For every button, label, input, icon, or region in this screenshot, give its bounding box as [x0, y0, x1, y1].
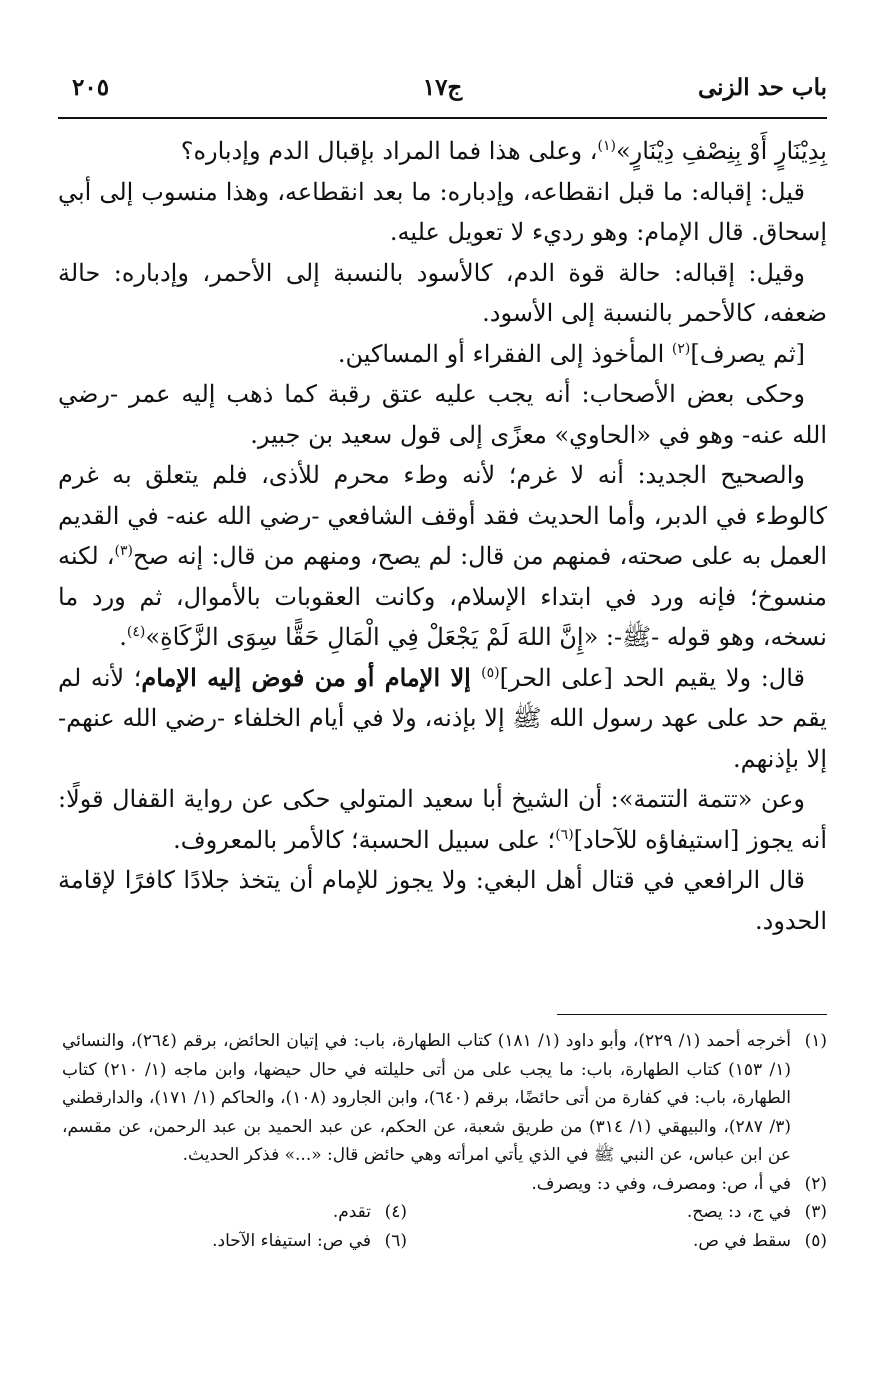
paragraph-2: قيل: إقباله: ما قبل انقطاعه، وإدباره: ما بعد انقطاعه، وهذا منسوب إلى أبي إسحاق. قال الإمام: وهو رديء لا تعويل عليه. [58, 177, 827, 246]
footnote-text: تقدم. [332, 1202, 371, 1222]
footnotes [62, 1027, 827, 1255]
footnote-number: (٢) [804, 1173, 827, 1194]
main-text [58, 131, 827, 941]
footnote-1 [62, 1027, 827, 1170]
footnote-4 [0, 1198, 407, 1227]
footnote-row [62, 1198, 827, 1227]
paragraph-7 [58, 658, 827, 780]
footnote-number: (٣) [804, 1202, 827, 1222]
paragraph-1 [58, 131, 827, 172]
footnote-number: (٤) [384, 1202, 407, 1222]
running-header [58, 74, 827, 110]
paragraph-4-lead: [ثم يصرف] [690, 339, 805, 368]
header-divider [58, 117, 827, 119]
paragraph-6 [58, 455, 827, 658]
paragraph-9: قال الرافعي في قتال أهل البغي: ولا يجوز للإمام أن يتخذ جلادًا كافرًا لإقامة الحدود. [58, 866, 827, 935]
paragraph-3: وقيل: إقباله: حالة قوة الدم، كالأسود بالنسبة إلى الأحمر، وإدباره: حالة ضعفه، كالأحمر بالنسبة إلى الأسود. [58, 258, 827, 327]
paragraph-8-text-a: وعن «تتمة التتمة»: أن الشيخ أبا سعيد المتولي حكى عن رواية القفال قولًا: أنه يجوز [استيفاؤه للآحاد] [58, 785, 827, 854]
footnote-ref-2: (٢) [671, 340, 691, 357]
footnote-number: (١) [804, 1031, 827, 1051]
footnote-ref-1: (١) [597, 138, 616, 154]
paragraph-5: وحكى بعض الأصحاب: أنه يجب عليه عتق رقبة كما ذهب إليه عمر -رضي الله عنه- وهو في «الحاوي» معزًى إلى قول سعيد بن جبير. [58, 380, 827, 449]
footnote-6 [0, 1227, 407, 1256]
volume-label: ج١٧ [422, 74, 463, 101]
paragraph-7-text-a: قال: ولا يقيم الحد [على الحر] [499, 663, 806, 692]
paragraph-1-text: ، وعلى هذا فما المراد بإقبال الدم وإدباره؟ [180, 137, 598, 165]
footnote-row [62, 1227, 827, 1256]
footnote-divider [557, 1014, 827, 1015]
footnote-text: في ج، د: يصح. [686, 1202, 791, 1222]
footnote-text: في ص: استيفاء الآحاد. [212, 1230, 371, 1251]
footnote-text: سقط في ص. [692, 1230, 791, 1251]
paragraph-7-text-b: ؛ لأنه لم يقم حد على عهد رسول الله ﷺ إلا بإذنه، ولا في أيام الخلفاء -رضي الله عنهم- إلا بإذنهم. [58, 663, 827, 773]
footnote-2 [62, 1170, 827, 1199]
matn-bold-text: إلا الإمام أو من فوض إليه الإمام [141, 662, 482, 692]
footnote-ref-6: (٦) [555, 826, 574, 843]
page-number: ٢٠٥ [72, 74, 110, 101]
footnote-number: (٦) [384, 1230, 407, 1251]
chapter-title: باب حد الزنى [697, 74, 827, 101]
footnote-ref-5: (٥) [481, 664, 500, 681]
footnote-ref-3: (٣) [114, 543, 134, 559]
footnote-text: أخرجه أحمد (١/ ٢٢٩)، وأبو داود (١/ ١٨١) كتاب الطهارة، باب: في إتيان الحائض، برقم (٢٦٤)، والنسائي (١/ ١٥٣) كتاب الطهارة، باب: ما يجب على من أتى حليلته في حال حيضها، وابن ماجه (١/ ٢١٠) كتاب الطهارة، باب: في كفارة من أتى حائضًا، برقم (٦٤٠)، وابن الجارود (١٠٨)، والحاكم (١/ ١٧١)، والدارقطني (٣/ ٢٨٧)، والبيهقي (١/ ٣١٤) من طريق شعبة، عن الحكم، عن عبد الحميد بن عبد الرحمن، عن مقسم، عن ابن عباس، عن النبي ﷺ في الذي يأتي امرأته وهي حائض قال: «...» فذكر الحديث. [62, 1031, 791, 1165]
paragraph-4 [58, 334, 827, 375]
footnote-3 [407, 1198, 827, 1227]
paragraph-8 [58, 779, 827, 860]
footnote-ref-4: (٤) [126, 624, 146, 640]
hadith-quote: بِدِيْنَارٍ أَوْ بِنِصْفِ دِيْنَارٍ» [615, 137, 827, 165]
paragraph-6-text-a: والصحيح الجديد: أنه لا غرم؛ لأنه وطء محرم للأذى، فلم يتعلق به غرم كالوطء في الدبر، وأما الحديث فقد أوقف الشافعي -رضي الله عنه- في القديم العمل به على صحته، فمنهم من قال: لم يصح، ومنهم من قال: إنه صح [58, 461, 827, 570]
footnote-number: (٥) [804, 1230, 827, 1251]
paragraph-4-text: المأخوذ إلى الفقراء أو المساكين. [337, 339, 672, 368]
paragraph-6-text-c: . [119, 623, 127, 651]
paragraph-6-text-b: ، لكنه منسوخ؛ فإنه ورد في ابتداء الإسلام، وكانت العقوبات بالأموال، ثم ورد ما نسخه، وهو قوله -ﷺ-: «إِنَّ اللهَ لَمْ يَجْعَلْ فِي الْمَالِ حَقًّا سِوَى الزَّكَاةِ» [58, 542, 827, 651]
footnote-5 [407, 1227, 827, 1256]
paragraph-8-text-b: ؛ على سبيل الحسبة؛ كالأمر بالمعروف. [173, 825, 556, 854]
footnote-text: في أ، ص: ومصرف، وفي د: ويصرف. [531, 1173, 791, 1194]
